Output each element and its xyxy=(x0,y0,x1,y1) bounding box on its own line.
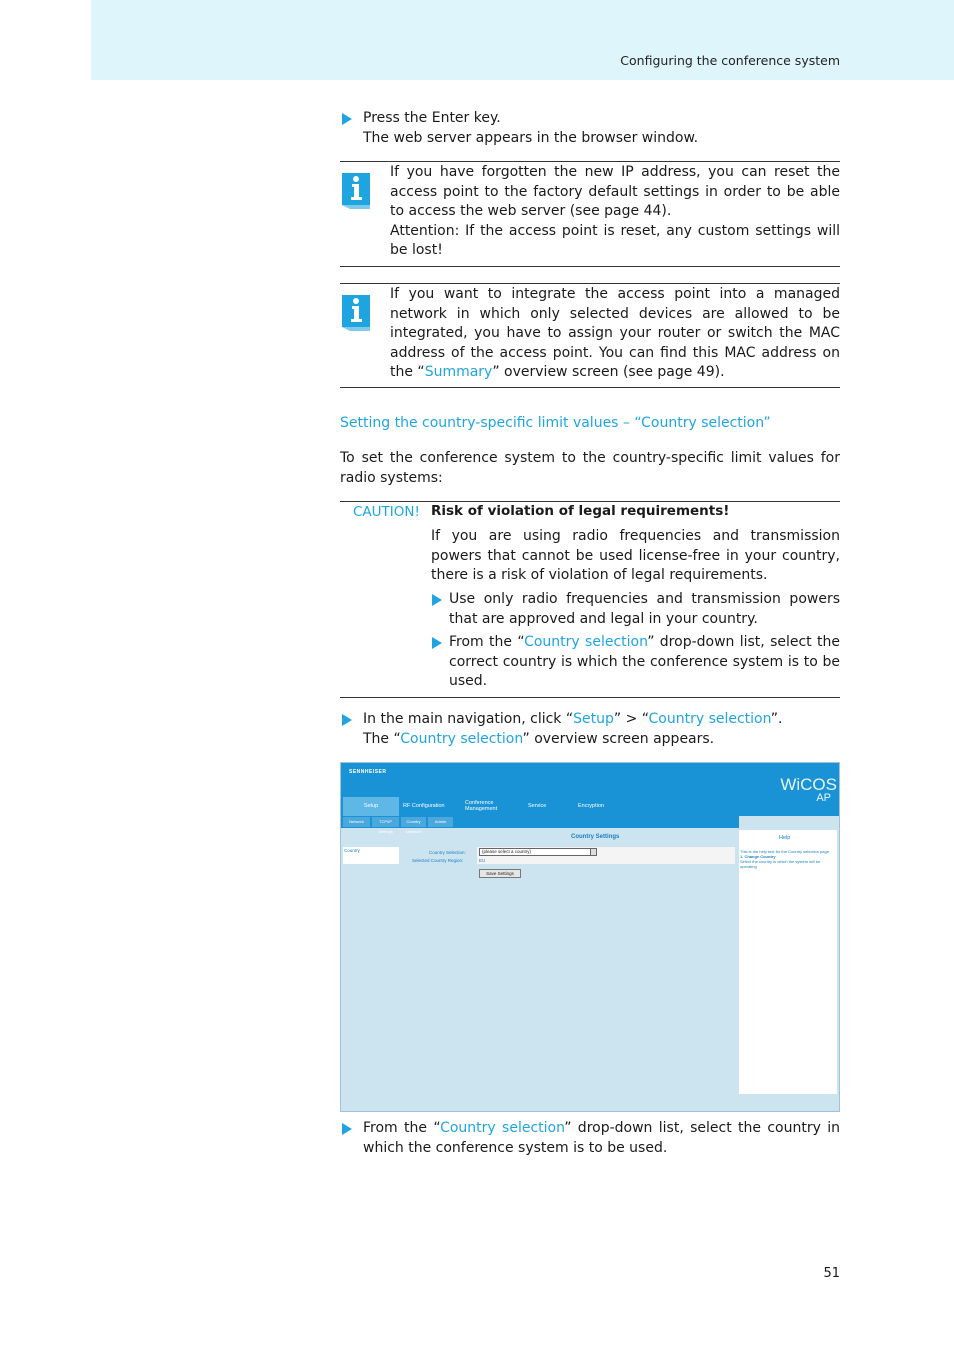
note-text: If you want to integrate the access point into a managed network in which only selected devices are allowed to be integrated, you have to assign your router or switch the MAC address of the access point. You can find this MAC address on the “Summary” overview screen (see page 49). xyxy=(390,286,840,380)
chevron-down-icon xyxy=(590,849,596,855)
divider xyxy=(340,283,840,284)
divider xyxy=(340,697,840,698)
divider xyxy=(340,161,840,162)
setup-link[interactable]: Setup xyxy=(573,711,614,727)
step-line: Press the Enter key. xyxy=(363,110,501,126)
subnav-network[interactable]: Network xyxy=(343,817,370,827)
help-title: Help xyxy=(779,835,791,841)
caution-title: Risk of violation of legal requirements! xyxy=(431,503,730,519)
help-text: This is the help text for the Country selection page 1. Change Country Select the country in which the system will be operating xyxy=(740,849,829,869)
panel-title: Country Settings xyxy=(571,834,620,840)
wicos-brand: WiCOS xyxy=(780,775,837,794)
caution-item: From the “Country selection” drop-down list, select the correct country is which the conference system is to be used. xyxy=(431,633,840,692)
nav-rf-configuration[interactable]: RF Configuration xyxy=(403,803,445,809)
step-select-country: From the “Country selection” drop-down list, select the country in which the conference system is to be used. xyxy=(340,1119,840,1158)
country-selection-link[interactable]: Country selection xyxy=(648,711,771,727)
arrow-icon xyxy=(432,637,442,649)
divider xyxy=(340,387,840,388)
section-heading: Setting the country-specific limit values – “Country selection” xyxy=(340,415,771,431)
arrow-icon xyxy=(342,113,352,125)
nav-service[interactable]: Service xyxy=(528,803,547,809)
caution-body: If you are using radio frequencies and transmission powers that cannot be used license-free in your country, there is a risk of violation of legal requirements. xyxy=(431,528,840,583)
summary-link[interactable]: Summary xyxy=(424,364,493,380)
web-interface-screenshot xyxy=(340,762,840,1112)
intro-paragraph: To set the conference system to the country-specific limit values for radio systems: xyxy=(340,450,840,486)
divider xyxy=(340,266,840,267)
divider xyxy=(340,501,840,502)
country-region-value: EU xyxy=(479,858,486,863)
country-selection-label: Country Selection: xyxy=(429,850,466,855)
sub-nav xyxy=(341,816,739,834)
page-number: 51 xyxy=(823,1266,840,1281)
help-panel xyxy=(739,830,837,1094)
note-attention: Attention: If the access point is reset, any custom settings will be lost! xyxy=(390,222,840,258)
form-row xyxy=(477,856,735,864)
sennheiser-logo: SENNHEISER xyxy=(349,769,387,775)
arrow-icon xyxy=(342,714,352,726)
caution-label: CAUTION! xyxy=(353,504,420,520)
caution-item: Use only radio frequencies and transmission powers that are approved and legal in your country. xyxy=(431,590,840,629)
left-menu-country[interactable]: Country xyxy=(343,847,399,864)
main-nav xyxy=(341,797,739,816)
country-selection-link[interactable]: Country selection xyxy=(400,730,523,747)
country-selection-link[interactable]: Country selection xyxy=(440,1120,565,1136)
subnav-country-selection[interactable]: Country Selection xyxy=(401,817,426,827)
header-band xyxy=(91,0,954,80)
info-icon xyxy=(340,291,372,331)
country-selection-link[interactable]: Country selection xyxy=(524,634,648,650)
save-settings-button[interactable]: Save Settings xyxy=(479,869,521,878)
nav-encryption[interactable]: Encryption xyxy=(578,803,604,809)
nav-setup[interactable]: Setup xyxy=(343,797,399,816)
country-region-label: Selected Country Region: xyxy=(412,858,464,863)
nav-conference-management[interactable]: Conference Management xyxy=(465,800,498,812)
subnav-tcpip[interactable]: TCP/IP Settings xyxy=(372,817,399,827)
step-result: The web server appears in the browser window. xyxy=(363,129,699,146)
step-press-enter xyxy=(340,109,840,148)
step-navigate: In the main navigation, click “Setup” > “Country selection”. The “Country selection” overview screen appears. xyxy=(340,710,840,749)
running-header: Configuring the conference system xyxy=(620,53,840,68)
arrow-icon xyxy=(342,1123,352,1135)
info-icon xyxy=(340,169,372,209)
subnav-admin[interactable]: Admin xyxy=(428,817,453,827)
arrow-icon xyxy=(432,594,442,606)
note-text: If you have forgotten the new IP address, you can reset the access point to the factory default settings in order to be able to access the web server (see page 44). xyxy=(390,164,840,219)
brand-sub: AP xyxy=(816,792,831,804)
country-select[interactable]: (please select a country) xyxy=(479,848,597,856)
